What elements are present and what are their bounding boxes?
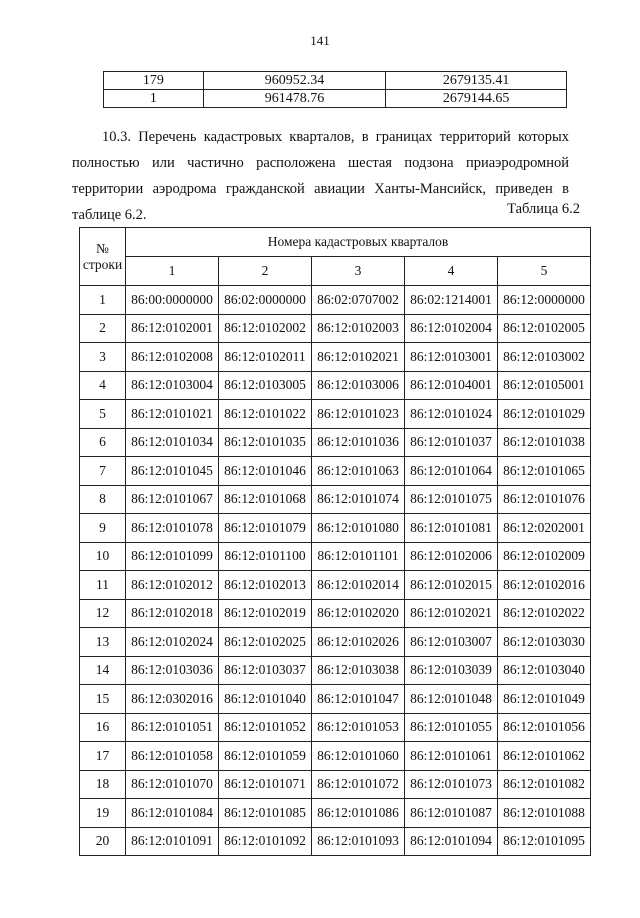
- cadastral-number-cell: 86:12:0103038: [312, 656, 405, 685]
- cadastral-number-cell: 86:12:0101074: [312, 485, 405, 514]
- table-row: [80, 514, 591, 543]
- cadastral-number-cell: 86:12:0101056: [498, 713, 591, 742]
- coords-row: [104, 72, 567, 90]
- row-number-cell: 15: [80, 685, 126, 714]
- coords-row: [104, 90, 567, 108]
- cadastral-number-cell: 86:12:0102021: [312, 343, 405, 372]
- row-number-cell: 18: [80, 770, 126, 799]
- coords-cell: 179: [104, 72, 204, 90]
- cadastral-number-cell: 86:12:0101094: [405, 827, 498, 856]
- cadastral-number-cell: 86:12:0101092: [219, 827, 312, 856]
- cadastral-number-cell: 86:12:0102005: [498, 314, 591, 343]
- cadastral-number-cell: 86:12:0101038: [498, 428, 591, 457]
- column-header: 3: [312, 257, 405, 286]
- cadastral-number-cell: 86:12:0101075: [405, 485, 498, 514]
- cadastral-number-cell: 86:12:0101086: [312, 799, 405, 828]
- row-number-cell: 4: [80, 371, 126, 400]
- group-header: Номера кадастровых кварталов: [126, 228, 591, 257]
- cadastral-number-cell: 86:12:0103039: [405, 656, 498, 685]
- row-number-cell: 3: [80, 343, 126, 372]
- row-number-cell: 13: [80, 628, 126, 657]
- table-row: [80, 628, 591, 657]
- cadastral-number-cell: 86:12:0101036: [312, 428, 405, 457]
- cadastral-number-cell: 86:12:0102003: [312, 314, 405, 343]
- cadastral-number-cell: 86:12:0101076: [498, 485, 591, 514]
- cadastral-number-cell: 86:12:0101046: [219, 457, 312, 486]
- row-number-cell: 10: [80, 542, 126, 571]
- cadastral-number-cell: 86:12:0101047: [312, 685, 405, 714]
- cadastral-number-cell: 86:12:0102022: [498, 599, 591, 628]
- cadastral-number-cell: 86:12:0101060: [312, 742, 405, 771]
- cadastral-number-cell: 86:12:0101022: [219, 400, 312, 429]
- cadastral-number-cell: 86:12:0102021: [405, 599, 498, 628]
- cadastral-number-cell: 86:12:0102002: [219, 314, 312, 343]
- table-row: [80, 343, 591, 372]
- cadastral-number-cell: 86:12:0102020: [312, 599, 405, 628]
- row-number-cell: 2: [80, 314, 126, 343]
- row-number-cell: 20: [80, 827, 126, 856]
- coords-cell: 2679135.41: [386, 72, 567, 90]
- cadastral-number-cell: 86:12:0101087: [405, 799, 498, 828]
- cadastral-number-cell: 86:12:0101073: [405, 770, 498, 799]
- page-number: 141: [310, 33, 330, 48]
- cadastral-number-cell: 86:12:0302016: [126, 685, 219, 714]
- cadastral-number-cell: 86:12:0102014: [312, 571, 405, 600]
- cadastral-number-cell: 86:12:0101064: [405, 457, 498, 486]
- table-row: [80, 371, 591, 400]
- cadastral-number-cell: 86:12:0101024: [405, 400, 498, 429]
- row-number-cell: 5: [80, 400, 126, 429]
- cadastral-number-cell: 86:12:0102026: [312, 628, 405, 657]
- cadastral-number-cell: 86:12:0101055: [405, 713, 498, 742]
- table-row: [80, 742, 591, 771]
- cadastral-number-cell: 86:12:0102011: [219, 343, 312, 372]
- cadastral-number-cell: 86:12:0101040: [219, 685, 312, 714]
- table-row: [80, 599, 591, 628]
- cadastral-number-cell: 86:12:0101081: [405, 514, 498, 543]
- coordinates-table: [103, 71, 567, 108]
- cadastral-number-cell: 86:12:0102025: [219, 628, 312, 657]
- cadastral-number-cell: 86:12:0101100: [219, 542, 312, 571]
- row-number-cell: 6: [80, 428, 126, 457]
- cadastral-quarters-table: [79, 227, 591, 856]
- cadastral-number-cell: 86:12:0101084: [126, 799, 219, 828]
- column-header: 4: [405, 257, 498, 286]
- column-header: 5: [498, 257, 591, 286]
- cadastral-number-cell: 86:12:0103002: [498, 343, 591, 372]
- row-number-label: строки: [82, 256, 123, 272]
- coords-cell: 961478.76: [203, 90, 386, 108]
- cadastral-number-cell: 86:12:0101065: [498, 457, 591, 486]
- cadastral-number-cell: 86:12:0101082: [498, 770, 591, 799]
- cadastral-number-cell: 86:12:0102024: [126, 628, 219, 657]
- cadastral-number-cell: 86:12:0101062: [498, 742, 591, 771]
- row-number-cell: 8: [80, 485, 126, 514]
- cadastral-number-cell: 86:12:0102009: [498, 542, 591, 571]
- coords-cell: 2679144.65: [386, 90, 567, 108]
- cadastral-number-cell: 86:12:0103037: [219, 656, 312, 685]
- cadastral-number-cell: 86:12:0101091: [126, 827, 219, 856]
- cadastral-number-cell: 86:12:0101085: [219, 799, 312, 828]
- table-row: [80, 485, 591, 514]
- cadastral-number-cell: 86:12:0102019: [219, 599, 312, 628]
- cadastral-number-cell: 86:12:0101063: [312, 457, 405, 486]
- cadastral-number-cell: 86:12:0101052: [219, 713, 312, 742]
- row-number-cell: 11: [80, 571, 126, 600]
- cadastral-number-cell: 86:12:0101093: [312, 827, 405, 856]
- cadastral-number-cell: 86:12:0102001: [126, 314, 219, 343]
- cadastral-number-cell: 86:12:0101072: [312, 770, 405, 799]
- cadastral-number-cell: 86:12:0103007: [405, 628, 498, 657]
- cadastral-number-cell: 86:12:0101051: [126, 713, 219, 742]
- cadastral-number-cell: 86:12:0102006: [405, 542, 498, 571]
- cadastral-number-cell: 86:12:0101068: [219, 485, 312, 514]
- cadastral-number-cell: 86:12:0102004: [405, 314, 498, 343]
- cadastral-number-cell: 86:12:0101088: [498, 799, 591, 828]
- row-number-cell: 19: [80, 799, 126, 828]
- row-number-cell: 14: [80, 656, 126, 685]
- row-number-cell: 1: [80, 286, 126, 315]
- cadastral-number-cell: 86:12:0101059: [219, 742, 312, 771]
- table-row: [80, 799, 591, 828]
- cadastral-number-cell: 86:12:0101058: [126, 742, 219, 771]
- cadastral-number-cell: 86:12:0101029: [498, 400, 591, 429]
- row-number-cell: 7: [80, 457, 126, 486]
- column-header: 1: [126, 257, 219, 286]
- cadastral-number-cell: 86:12:0103036: [126, 656, 219, 685]
- row-number-symbol: №: [96, 240, 109, 256]
- cadastral-number-cell: 86:12:0103030: [498, 628, 591, 657]
- cadastral-number-cell: 86:12:0101049: [498, 685, 591, 714]
- table-row: [80, 286, 591, 315]
- row-number-cell: 9: [80, 514, 126, 543]
- cadastral-number-cell: 86:12:0101048: [405, 685, 498, 714]
- cadastral-number-cell: 86:12:0101099: [126, 542, 219, 571]
- row-number-cell: 17: [80, 742, 126, 771]
- row-number-header: [80, 228, 126, 286]
- cadastral-number-cell: 86:12:0101037: [405, 428, 498, 457]
- cadastral-number-cell: 86:02:1214001: [405, 286, 498, 315]
- cadastral-number-cell: 86:12:0102015: [405, 571, 498, 600]
- cadastral-number-cell: 86:02:0707002: [312, 286, 405, 315]
- cadastral-number-cell: 86:12:0103004: [126, 371, 219, 400]
- cadastral-number-cell: 86:12:0202001: [498, 514, 591, 543]
- row-number-cell: 16: [80, 713, 126, 742]
- cadastral-number-cell: 86:12:0102018: [126, 599, 219, 628]
- table-row: [80, 770, 591, 799]
- cadastral-number-cell: 86:12:0101053: [312, 713, 405, 742]
- cadastral-number-cell: 86:12:0102008: [126, 343, 219, 372]
- cadastral-number-cell: 86:12:0101067: [126, 485, 219, 514]
- table-row: [80, 685, 591, 714]
- cadastral-number-cell: 86:12:0102013: [219, 571, 312, 600]
- cadastral-number-cell: 86:12:0000000: [498, 286, 591, 315]
- cadastral-number-cell: 86:12:0101021: [126, 400, 219, 429]
- cadastral-number-cell: 86:12:0102016: [498, 571, 591, 600]
- cadastral-number-cell: 86:12:0104001: [405, 371, 498, 400]
- cadastral-number-cell: 86:00:0000000: [126, 286, 219, 315]
- cadastral-number-cell: 86:12:0103006: [312, 371, 405, 400]
- row-number-cell: 12: [80, 599, 126, 628]
- table-row: [80, 457, 591, 486]
- cadastral-number-cell: 86:12:0103001: [405, 343, 498, 372]
- table-row: [80, 571, 591, 600]
- table-row: [80, 656, 591, 685]
- cadastral-number-cell: 86:12:0101034: [126, 428, 219, 457]
- cadastral-number-cell: 86:12:0102012: [126, 571, 219, 600]
- cadastral-number-cell: 86:12:0101095: [498, 827, 591, 856]
- coords-cell: 960952.34: [203, 72, 386, 90]
- table-row: [80, 314, 591, 343]
- cadastral-number-cell: 86:12:0101035: [219, 428, 312, 457]
- cadastral-number-cell: 86:12:0101071: [219, 770, 312, 799]
- paragraph-10-3: 10.3. Перечень кадастровых кварталов, в границах территорий которых полностью или частично расположена шестая подзона приаэродромной территории аэродрома гражданской авиации Ханты-Мансийск, приведен в таблице 6.2.: [72, 129, 569, 223]
- cadastral-number-cell: 86:02:0000000: [219, 286, 312, 315]
- cadastral-number-cell: 86:12:0101078: [126, 514, 219, 543]
- coords-cell: 1: [104, 90, 204, 108]
- cadastral-number-cell: 86:12:0103005: [219, 371, 312, 400]
- table-row: [80, 713, 591, 742]
- cadastral-number-cell: 86:12:0101079: [219, 514, 312, 543]
- cadastral-number-cell: 86:12:0103040: [498, 656, 591, 685]
- cadastral-number-cell: 86:12:0105001: [498, 371, 591, 400]
- table-row: [80, 400, 591, 429]
- table-caption: Таблица 6.2: [507, 201, 580, 217]
- column-header: 2: [219, 257, 312, 286]
- cadastral-number-cell: 86:12:0101080: [312, 514, 405, 543]
- cadastral-number-cell: 86:12:0101061: [405, 742, 498, 771]
- table-row: [80, 542, 591, 571]
- cadastral-number-cell: 86:12:0101045: [126, 457, 219, 486]
- table-row: [80, 428, 591, 457]
- cadastral-number-cell: 86:12:0101070: [126, 770, 219, 799]
- table-row: [80, 827, 591, 856]
- cadastral-number-cell: 86:12:0101101: [312, 542, 405, 571]
- cadastral-number-cell: 86:12:0101023: [312, 400, 405, 429]
